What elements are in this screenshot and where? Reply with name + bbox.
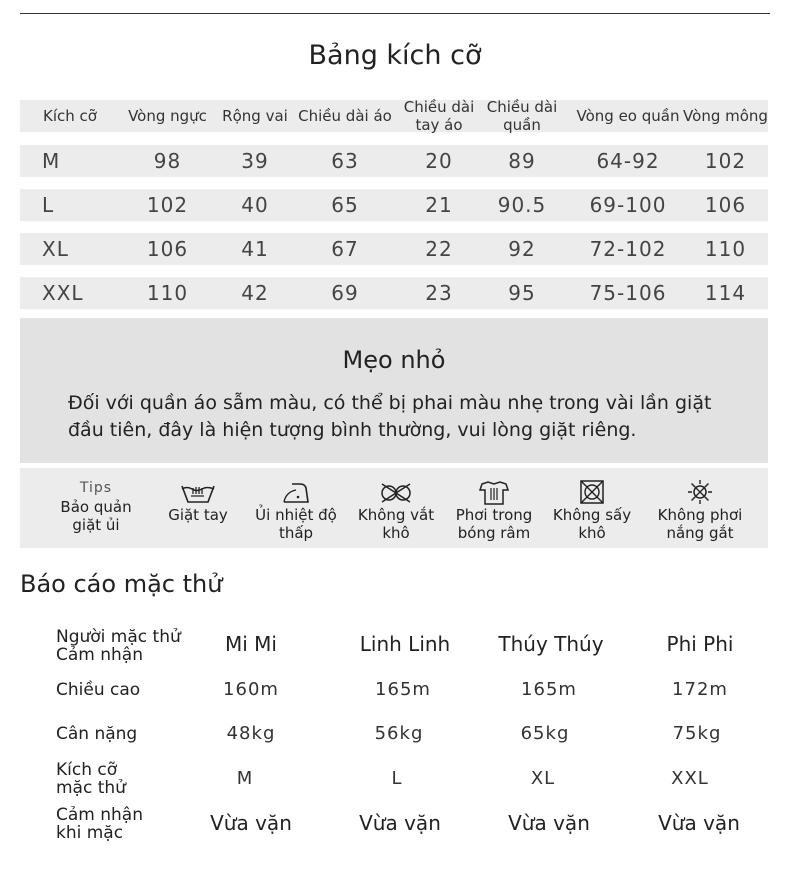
size-cell: M [42,149,61,173]
tips-title: Mẹo nhỏ [342,346,446,374]
shoulder-cell: 42 [241,281,269,305]
waist-cell: 64-92 [596,149,660,173]
header-cell-size: Kích cỡ [43,107,97,125]
care-label: Phơi trong bóng râm [455,506,533,542]
size-row-xxl [20,277,768,309]
header-cell-chest: Vòng ngực [128,107,207,125]
shirt-length-cell: 63 [331,149,359,173]
care-item-no-wring [346,478,446,542]
care-caption [46,478,146,534]
waist-cell: 69-100 [589,193,667,217]
report-row-label-weight: Cân nặng [56,724,138,744]
header-cell-shirt-length: Chiều dài áo [298,107,392,125]
chest-cell: 98 [153,149,182,173]
weight-value: 75kg [672,723,722,744]
care-label: Giặt tay [168,506,228,524]
height-value: 165m [521,679,577,700]
size-tried-value: M [236,768,254,789]
fitting-report-table [0,620,790,860]
care-item-no-tumble [542,478,642,542]
care-instructions [20,468,768,548]
size-cell: XL [42,237,69,261]
care-label: Ủi nhiệt độ thấp [255,506,337,542]
shirt-length-cell: 67 [331,237,359,261]
pants-length-cell: 92 [508,237,536,261]
care-item-no-sun [645,478,755,542]
care-label: Không phơi nắng gắt [657,506,743,542]
fit-feeling-value: Vừa vặn [508,811,590,835]
shirt-length-cell: 65 [331,193,359,217]
size-cell: XXL [42,281,84,305]
tester-name: Mi Mi [225,632,277,656]
header-cell-sleeve-length: Chiều dài tay áo [403,98,475,134]
pants-length-cell: 89 [508,149,536,173]
fit-feeling-value: Vừa vặn [359,811,441,835]
weight-value: 48kg [226,723,276,744]
sleeve-length-cell: 23 [425,281,453,305]
do-not-tumble-dry-icon [572,478,612,506]
hip-cell: 102 [704,149,747,173]
shoulder-cell: 40 [241,193,269,217]
height-value: 160m [223,679,279,700]
pants-length-cell: 95 [508,281,536,305]
tips-text: Đối với quần áo sẫm màu, có thể bị phai màu nhẹ trong vài lần giặt đầu tiên, đây là hiện tượng bình thường, vui lòng giặt riêng. [68,392,712,441]
iron-low-heat-icon [276,478,316,506]
tips-panel [20,318,768,463]
waist-cell: 72-102 [589,237,667,261]
hand-wash-icon [178,478,218,506]
fit-feeling-value: Vừa vặn [658,811,740,835]
chest-cell: 102 [146,193,189,217]
size-cell: L [42,193,55,217]
do-not-wring-icon [376,478,416,506]
care-caption-label: Bảo quản giặt ủi [60,498,132,534]
report-row-label-feeling: Cảm nhận khi mặc [56,805,143,843]
hip-cell: 110 [704,237,747,261]
tester-name: Linh Linh [359,632,451,656]
shoulder-cell: 41 [241,237,269,261]
size-row-xl [20,233,768,265]
care-label: Không sấy khô [552,506,632,542]
size-row-l [20,189,768,221]
chest-cell: 106 [146,237,189,261]
size-tried-value: L [391,768,403,789]
report-row-label-size: Kích cỡ mặc thử [56,760,126,798]
hip-cell: 106 [704,193,747,217]
sleeve-length-cell: 21 [425,193,453,217]
fitting-report-title: Báo cáo mặc thử [20,570,223,598]
hip-cell: 114 [704,281,747,305]
pants-length-cell: 90.5 [497,193,547,217]
care-item-dry-shade [444,478,544,542]
height-value: 172m [672,679,728,700]
header-cell-hip: Vòng mông [683,107,768,125]
care-caption-tips: Tips [79,480,113,496]
size-row-m [20,145,768,177]
size-chart-header-row [20,100,768,132]
header-cell-shoulder: Rộng vai [222,107,288,125]
care-label: Không vắt khô [357,506,435,542]
weight-value: 56kg [374,723,424,744]
care-item-hand-wash [148,478,248,524]
height-value: 165m [375,679,431,700]
report-header-label: Người mặc thử Cảm nhận [56,627,181,665]
chest-cell: 110 [146,281,189,305]
size-chart-title: Bảng kích cỡ [308,40,482,71]
fit-feeling-value: Vừa vặn [210,811,292,835]
weight-value: 65kg [520,723,570,744]
sleeve-length-cell: 22 [425,237,453,261]
header-cell-pants-length: Chiều dài quần [486,98,558,134]
top-divider [20,13,770,14]
header-cell-waist: Vòng eo quần [576,107,680,125]
tester-name: Phi Phi [666,632,734,656]
no-direct-sun-icon [680,478,720,506]
size-tried-value: XXL [671,768,709,789]
size-tried-value: XL [530,768,556,789]
care-item-iron-low [246,478,346,542]
report-row-label-height: Chiều cao [56,680,141,700]
sleeve-length-cell: 20 [425,149,453,173]
tester-name: Thúy Thúy [498,632,604,656]
shirt-length-cell: 69 [331,281,359,305]
waist-cell: 75-106 [589,281,667,305]
shoulder-cell: 39 [241,149,269,173]
dry-in-shade-icon [474,478,514,506]
